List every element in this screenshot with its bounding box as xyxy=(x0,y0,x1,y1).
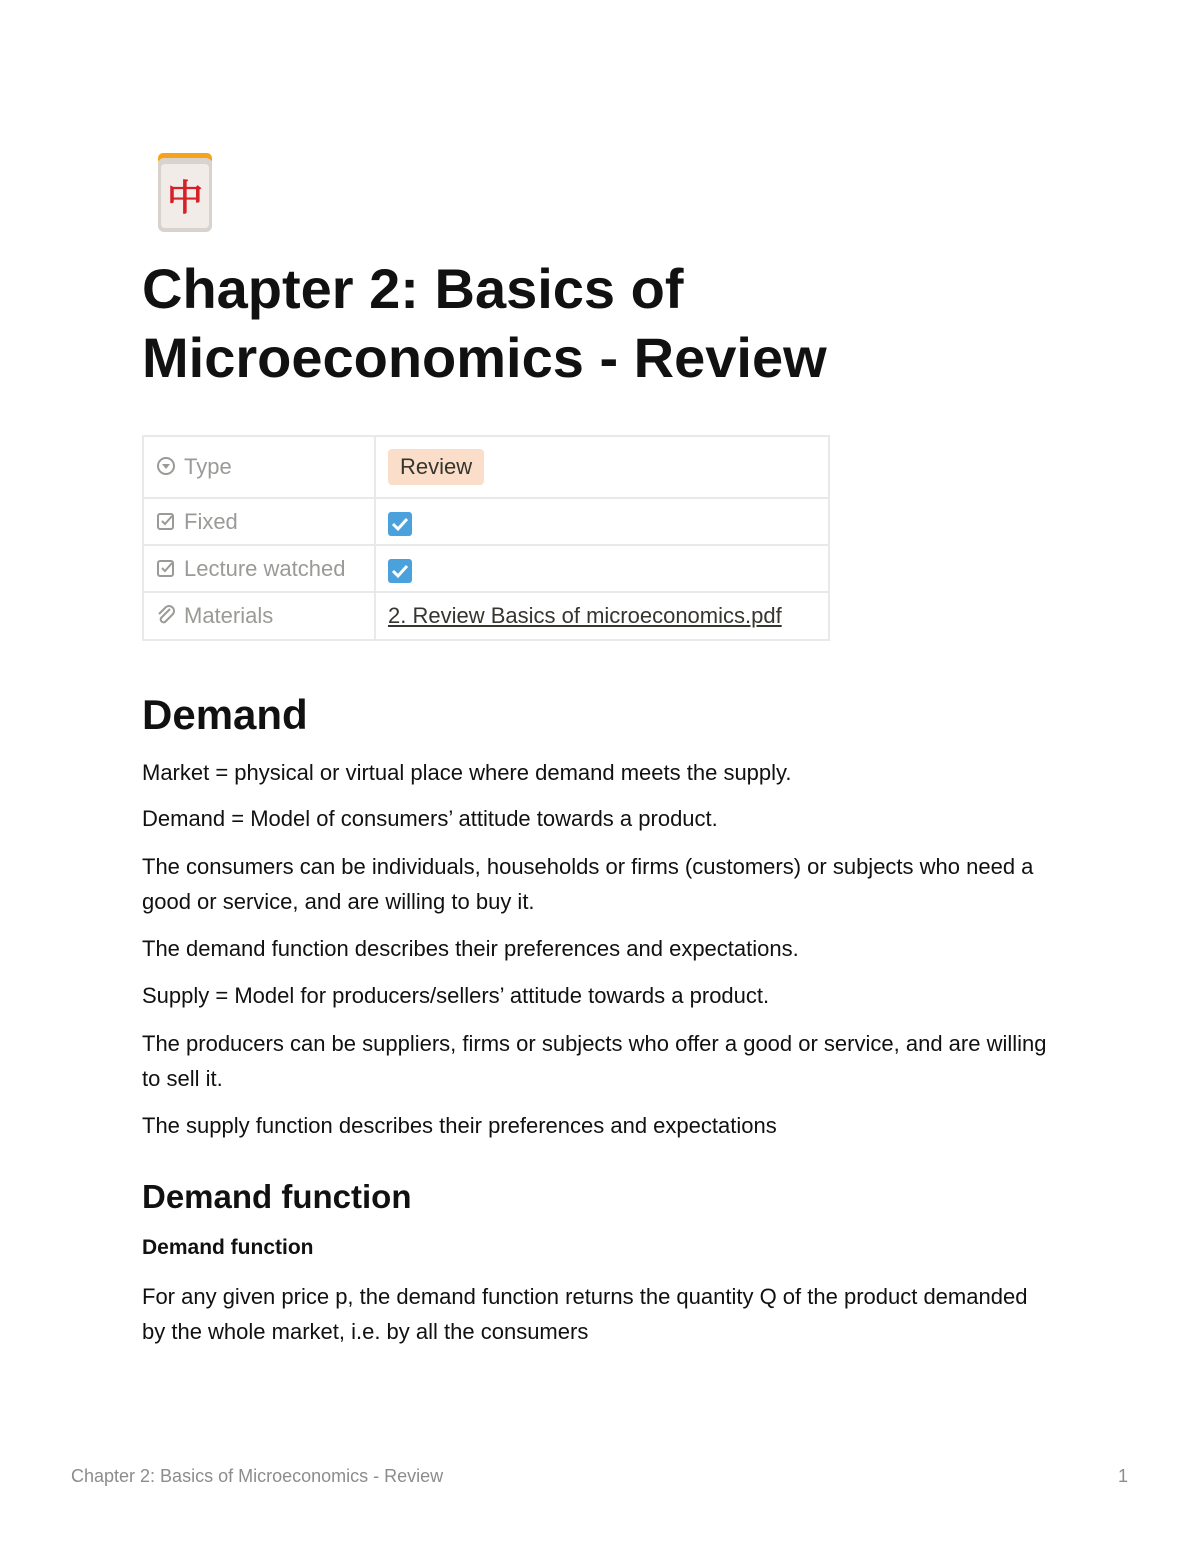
paragraph: For any given price p, the demand function returns the quantity Q of the product demanded by the whole market, i.e. by all the consumers xyxy=(142,1284,1028,1344)
paragraph: Market = physical or virtual place where demand meets the supply. xyxy=(142,760,792,785)
paragraph: The consumers can be individuals, households or firms (customers) or subjects who need a good or service, and are willing to buy it. xyxy=(142,854,1034,914)
mahjong-red-dragon-icon xyxy=(157,152,213,234)
page-number: 1 xyxy=(1117,1466,1128,1486)
property-value[interactable] xyxy=(375,498,829,545)
property-value[interactable] xyxy=(375,592,829,640)
select-icon xyxy=(156,456,176,476)
paperclip-icon xyxy=(156,605,176,625)
lecture-watched-checkbox[interactable] xyxy=(388,559,412,583)
section-heading-demand: Demand xyxy=(142,691,308,738)
materials-file-link[interactable]: 2. Review Basics of microeconomics.pdf xyxy=(388,603,782,628)
property-key xyxy=(143,592,375,640)
subheading-demand-function: Demand function xyxy=(142,1236,314,1259)
property-key-label: Fixed xyxy=(184,508,238,534)
property-key xyxy=(143,498,375,545)
property-row-type xyxy=(143,436,829,498)
checkbox-icon xyxy=(156,511,176,531)
checkbox-icon xyxy=(156,558,176,578)
section-heading-demand-function: Demand function xyxy=(142,1178,412,1215)
footer-title: Chapter 2: Basics of Microeconomics - Review xyxy=(71,1466,444,1486)
property-key-label: Type xyxy=(184,454,232,479)
property-row-materials xyxy=(143,592,829,640)
fixed-checkbox[interactable] xyxy=(388,512,412,536)
property-value[interactable] xyxy=(375,545,829,592)
page-title: Chapter 2: Basics of Microeconomics - Review xyxy=(142,257,827,389)
paragraph: The demand function describes their preferences and expectations. xyxy=(142,936,799,961)
property-key-label: Materials xyxy=(184,603,274,628)
paragraph: Supply = Model for producers/sellers’ attitude towards a product. xyxy=(142,983,770,1008)
property-key xyxy=(143,436,375,498)
property-key xyxy=(143,545,375,592)
paragraph: Demand = Model of consumers’ attitude towards a product. xyxy=(142,806,718,831)
property-row-lecture-watched xyxy=(143,545,829,592)
svg-text:中: 中 xyxy=(166,178,204,219)
property-key-label: Lecture watched xyxy=(184,555,346,581)
property-row-fixed xyxy=(143,498,829,545)
paragraph: The supply function describes their preferences and expectations xyxy=(142,1113,777,1138)
paragraph: The producers can be suppliers, firms or subjects who offer a good or service, and are willing to sell it. xyxy=(142,1031,1047,1091)
property-value[interactable] xyxy=(375,436,829,498)
type-tag[interactable]: Review xyxy=(388,449,484,485)
properties-table xyxy=(142,435,830,641)
